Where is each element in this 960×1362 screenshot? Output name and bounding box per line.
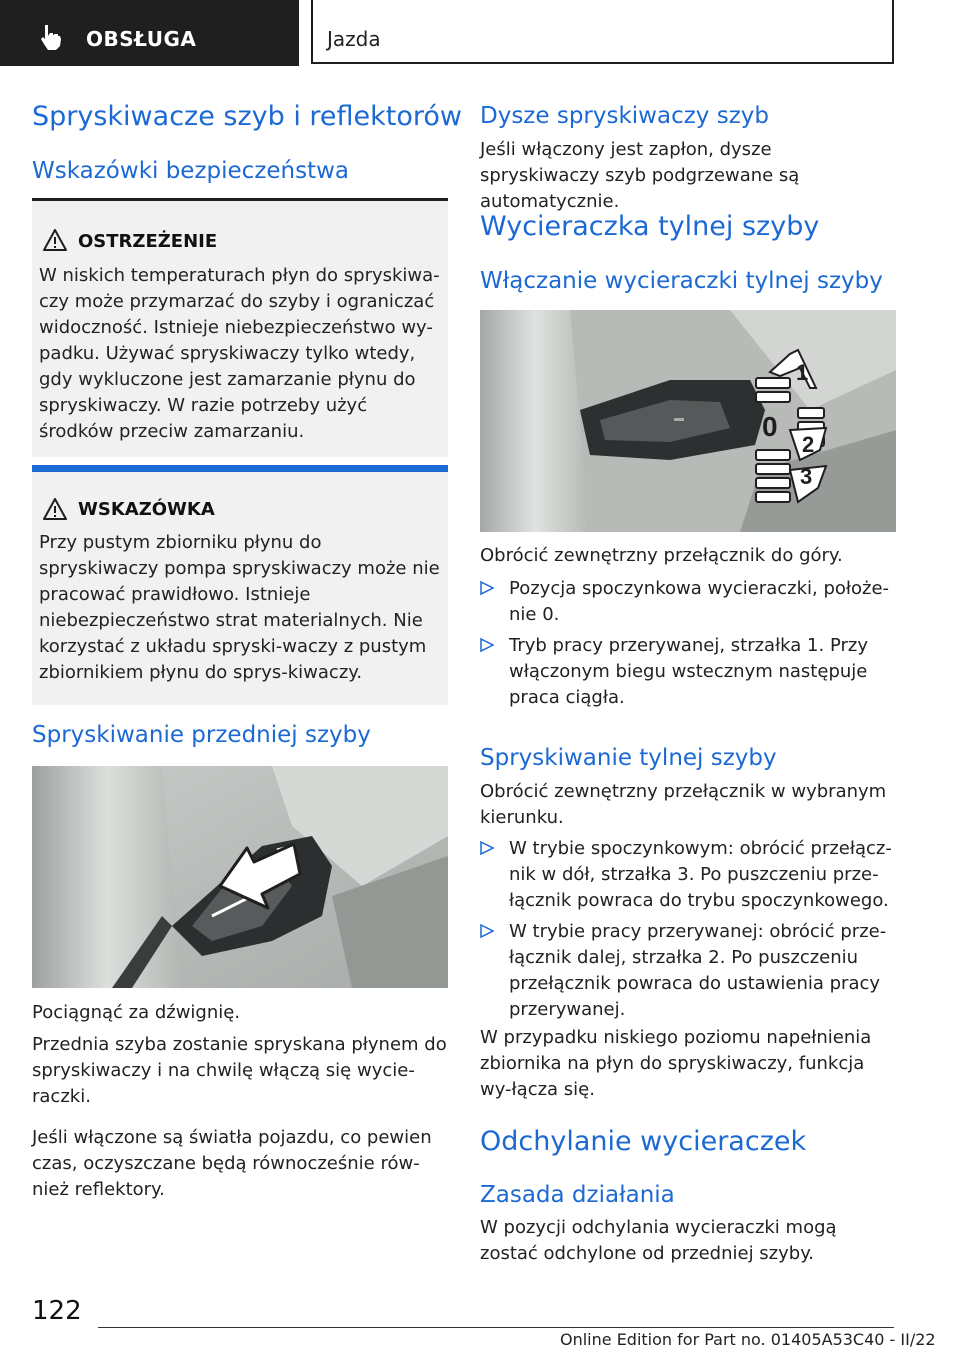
header-section-label: OBSŁUGA: [86, 27, 197, 51]
bullet-triangle-icon: [480, 580, 494, 596]
front-wash-step: Pociągnąć za dźwignię.: [32, 1002, 241, 1023]
principle-text: W pozycji odchylania wycieraczki mogą zostać odchylone od przedniej szyby.: [480, 1217, 837, 1264]
front-wash-headlights-note: Jeśli włączone są światła pojazdu, co pewien czas, oczyszczane będą równocześnie rów-nież reflektory.: [32, 1127, 432, 1200]
front-lever-illustration: [32, 766, 448, 988]
section-title: Spryskiwacze szyb i reflektorów: [32, 101, 463, 132]
figure-label-0: 0: [762, 411, 778, 442]
rear-switch-illustration: [480, 310, 896, 532]
bullet-text: W trybie pracy przerywanej: obrócić prze-łącznik dalej, strzałka 2. Po puszczeniu przełącznik powraca do ustawienia pracy przerywanej.: [509, 921, 887, 1020]
safety-heading: Wskazówki bezpieczeństwa: [32, 158, 350, 184]
footer-rule: [98, 1327, 894, 1328]
note-box: [32, 465, 448, 705]
bullet-triangle-icon: [480, 637, 494, 653]
bullet-text: Pozycja spoczynkowa wycieraczki, położe-nie 0.: [509, 578, 890, 625]
header-chapter-label: Jazda: [327, 27, 381, 51]
bullet-text: Tryb pracy przerywanej, strzałka 1. Przy włączonym biegu wstecznym następuje praca ciągła.: [509, 635, 868, 708]
page-number: 122: [32, 1296, 82, 1326]
figure-label-3: 3: [800, 464, 813, 489]
rear-wash-text: Obrócić zewnętrzny przełącznik w wybranym kierunku.: [480, 781, 887, 828]
header-section-tab: [0, 0, 299, 66]
bullet-text: W trybie spoczynkowym: obrócić przełącz-nik w dół, strzałka 3. Po puszczeniu prze-łącznik powraca do trybu spoczynkowego.: [509, 838, 892, 911]
bullet-triangle-icon: [480, 840, 494, 856]
rear-turn-instruction: Obrócić zewnętrzny przełącznik do góry.: [480, 545, 843, 566]
bullet-triangle-icon: [480, 923, 494, 939]
rear-wiper-switch-figure: [480, 310, 896, 532]
rear-wiper-on-heading: Włączanie wycieraczki tylnej szyby: [480, 268, 883, 294]
rear-wiper-heading: Wycieraczka tylnej szyby: [480, 211, 820, 242]
warning-text: W niskich temperaturach płyn do spryskiwa-czy może przymarzać do szyby i ograniczać widoczność. Istnieje niebezpieczeństwo wy-padku. Używać spryskiwaczy tylko wtedy, gdy wykluczone jest zamarzanie płynu do spryskiwaczy. W razie potrzeby użyć środków przeciw zamarzaniu.: [39, 265, 440, 442]
nozzles-text: Jeśli włączony jest zapłon, dysze spryskiwaczy szyb podgrzewane są automatycznie.: [480, 139, 800, 212]
low-fluid-text: W przypadku niskiego poziomu napełnienia zbiornika na płyn do spryskiwaczy, funkcja wy-łącza się.: [480, 1027, 872, 1100]
note-triangle-icon: [42, 497, 68, 521]
note-text: Przy pustym zbiorniku płynu do spryskiwaczy pompa spryskiwaczy może nie pracować prawidłowo. Istnieje niebezpieczeństwo strat materialnych. Nie korzystać z układu spryski-waczy z pustym zbiornikiem płynu do sprys-kiwaczy.: [39, 532, 440, 683]
footer-edition: Online Edition for Part no. 01405A53C40 - II/22: [560, 1330, 936, 1349]
note-title: WSKAZÓWKA: [78, 499, 215, 520]
warning-box: [32, 198, 448, 457]
front-wash-lever-figure: [32, 766, 448, 988]
warning-triangle-icon: [42, 228, 68, 252]
front-wash-description: Przednia szyba zostanie spryskana płynem do spryskiwaczy i na chwilę włączą się wycie-raczki.: [32, 1034, 447, 1107]
nozzles-heading: Dysze spryskiwaczy szyb: [480, 103, 769, 129]
hand-pointer-icon: [36, 21, 66, 51]
header-chapter-tab: [311, 0, 894, 64]
figure-label-1: 1: [796, 360, 809, 385]
principle-heading: Zasada działania: [480, 1182, 675, 1208]
tilt-heading: Odchylanie wycieraczek: [480, 1126, 807, 1157]
rear-wash-heading: Spryskiwanie tylnej szyby: [480, 745, 777, 771]
figure-label-2: 2: [802, 432, 815, 457]
front-wash-heading: Spryskiwanie przedniej szyby: [32, 722, 371, 748]
warning-title: OSTRZEŻENIE: [78, 231, 218, 252]
